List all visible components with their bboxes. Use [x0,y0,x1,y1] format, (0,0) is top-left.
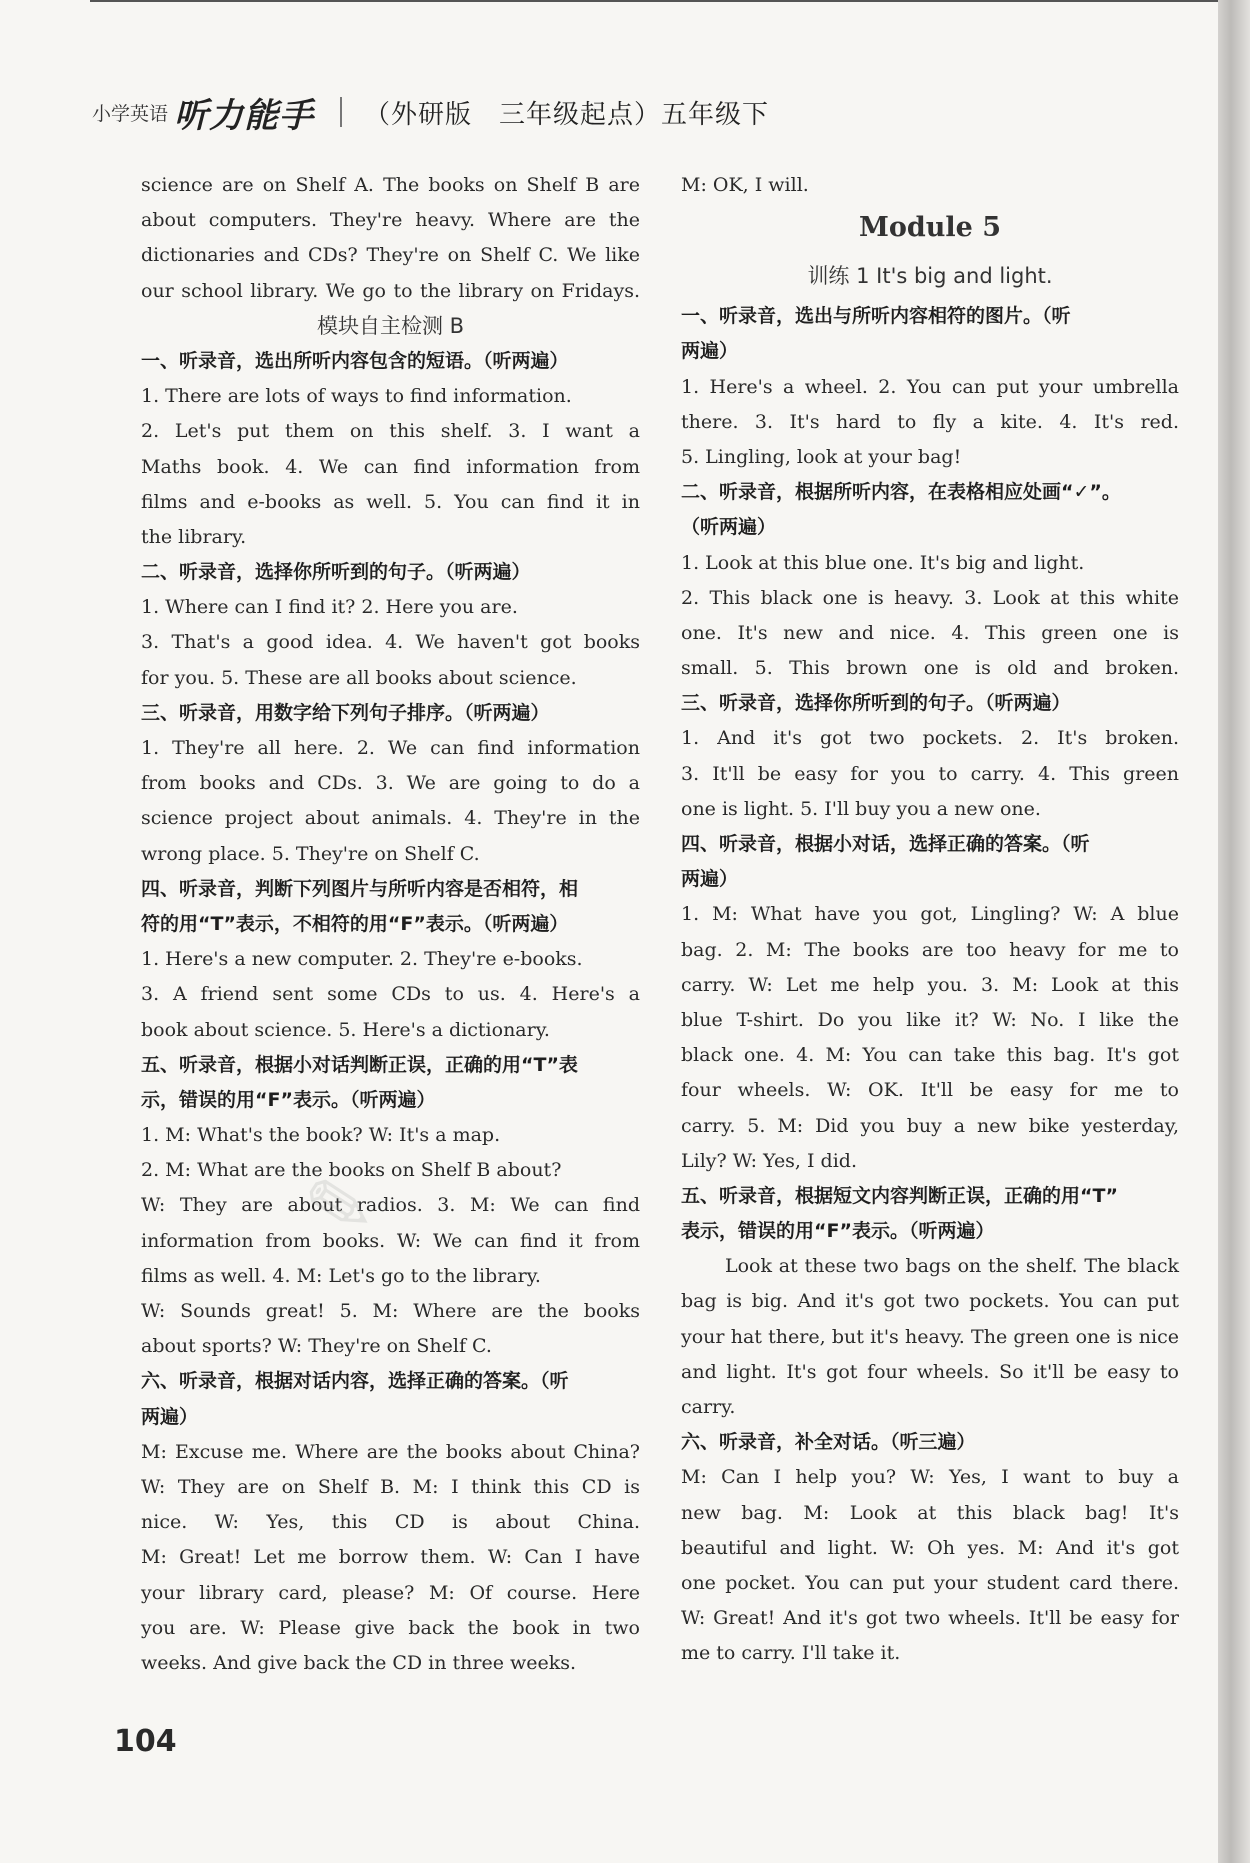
text-line: carry. 5. M: Did you buy a new bike yesterday, [681,1114,1179,1137]
question-heading: 三、听录音，用数字给下列句子排序。（听两遍） [141,701,550,724]
question-heading: （听两遍） [681,516,777,539]
text-line: 1. Here's a new computer. 2. They're e-books. [141,948,583,971]
text-line: beautiful and light. W: Oh yes. M: And it's got [681,1536,1179,1559]
text-line: one is light. 5. I'll buy you a new one. [681,797,1041,820]
text-line: one pocket. You can put your student card there. [681,1571,1179,1594]
right-column [681,168,1179,1672]
text-line: 1. Look at this blue one. It's big and light. [681,551,1085,574]
question-heading: 五、听录音，根据小对话判断正误，正确的用“T”表 [141,1053,578,1076]
text-line: and light. It's got four wheels. So it'll be easy to [681,1360,1179,1383]
series-logo-title: 听力能手 [174,95,315,136]
text-line: Maths book. 4. We can find information from [141,455,640,478]
text-line: nice. W: Yes, this CD is about China. [141,1511,640,1534]
text-line: one. It's new and nice. 4. This green one is [681,621,1179,644]
text-line: for you. 5. These are all books about science. [141,666,577,689]
module-title: Module 5 [858,212,1002,244]
text-line: about sports? W: They're on Shelf C. [141,1335,492,1358]
question-heading: 一、听录音，选出与所听内容相符的图片。（听 [681,305,1071,328]
text-line: dictionaries and CDs? They're on Shelf C. We like [141,244,640,267]
text-line: 1. Here's a wheel. 2. You can put your umbrella [681,375,1179,398]
header-divider [340,97,342,127]
text-line: carry. [681,1396,736,1418]
text-line: black one. 4. M: You can take this bag. It's got [681,1044,1179,1067]
text-line: 1. M: What's the book? W: It's a map. [141,1124,501,1147]
text-line: new bag. M: Look at this black bag! It's [681,1501,1179,1524]
left-column [141,168,640,1681]
text-line: four wheels. W: OK. It'll be easy for me to [681,1079,1179,1102]
text-line: W: They are about radios. 3. M: We can find [141,1194,640,1217]
text-line: science are on Shelf A. The books on Shelf B are [141,174,640,196]
text-line: your hat there, but it's heavy. The green one is nice [681,1325,1179,1348]
text-line: your library card, please? M: Of course. Here [141,1581,640,1604]
text-line: W: Sounds great! 5. M: Where are the books [141,1300,640,1322]
text-line: 3. It'll be easy for you to carry. 4. This green [681,762,1179,785]
question-heading: 三、听录音，选择你所听到的句子。（听两遍） [681,692,1071,715]
question-heading: 二、听录音，选择你所听到的句子。（听两遍） [141,561,531,584]
text-line: book about science. 5. Here's a dictionary. [141,1018,550,1041]
text-line: information from books. W: We can find it from [141,1229,640,1252]
text-line: Lily? W: Yes, I did. [681,1149,858,1172]
running-header [92,86,769,138]
text-line: blue T-shirt. Do you like it? W: No. I like the [681,1008,1179,1031]
question-heading: 一、听录音，选出所听内容包含的短语。（听两遍） [141,349,569,372]
text-line: W: They are on Shelf B. M: I think this CD is [141,1475,640,1498]
text-line: 2. M: What are the books on Shelf B about? [141,1159,562,1182]
question-heading: 四、听录音，根据小对话，选择正确的答案。（听 [681,833,1090,855]
text-line: 3. That's a good idea. 4. We haven't got books [141,631,640,654]
page-number: 104 [114,1724,177,1759]
text-line: M: Great! Let me borrow them. W: Can I have [141,1546,640,1569]
text-line: about computers. They're heavy. Where are the [141,209,640,232]
question-heading: 六、听录音，补全对话。（听三遍） [681,1431,976,1454]
text-line: 1. There are lots of ways to find information. [141,385,572,408]
text-line: M: Can I help you? W: Yes, I want to buy a [681,1466,1179,1489]
question-heading: 四、听录音，判断下列图片与所听内容是否相符，相 [141,877,579,900]
text-line: 5. Lingling, look at your bag! [681,445,962,468]
text-line: 2. Let's put them on this shelf. 3. I want a [141,420,640,443]
question-heading: 二、听录音，根据所听内容，在表格相应处画“✓”。 [681,481,1121,504]
watermark-stamp: ✎ [296,1154,382,1260]
series-small-title: 小学英语 [92,102,169,125]
text-line: you are. W: Please give back the book in two [141,1616,640,1639]
question-heading: 两遍） [681,340,739,363]
question-heading: 两遍） [141,1405,199,1428]
text-line: 1. They're all here. 2. We can find information [141,737,640,759]
page-edge-shadow [1218,0,1250,1863]
text-line: weeks. And give back the CD in three weeks. [141,1651,577,1674]
text-line: there. 3. It's hard to fly a kite. 4. It's red. [681,410,1179,433]
text-line: M: OK, I will. [681,174,809,196]
text-line: wrong place. 5. They're on Shelf C. [141,842,480,865]
lesson-title: 训练 1 It's big and light. [807,264,1053,289]
question-heading: 示，错误的用“F”表示。（听两遍） [141,1088,436,1111]
text-line: bag. 2. M: The books are too heavy for me to [681,938,1179,961]
text-line: Look at these two bags on the shelf. The black [725,1255,1179,1278]
text-line: carry. W: Let me help you. 3. M: Look at this [681,973,1179,996]
question-heading: 六、听录音，根据对话内容，选择正确的答案。（听 [141,1370,569,1393]
text-line: from books and CDs. 3. We are going to do a [141,772,640,795]
text-line: 1. M: What have you got, Lingling? W: A blue [681,903,1179,926]
section-title: 模块自主检测 B [316,313,465,338]
text-line: me to carry. I'll take it. [681,1642,901,1665]
top-rule [90,0,1218,2]
text-line: small. 5. This brown one is old and broken. [681,657,1179,680]
text-line: 2. This black one is heavy. 3. Look at this white [681,586,1179,609]
text-line: our school library. We go to the library on Fridays. [141,279,640,302]
text-line: the library. [141,525,247,548]
text-line: science project about animals. 4. They're in the [141,807,640,830]
question-heading: 两遍） [681,868,739,891]
text-line: films and e-books as well. 5. You can find it in [141,490,640,513]
text-line: bag is big. And it's got two pockets. You can put [681,1290,1179,1313]
text-line: 1. Where can I find it? 2. Here you are. [141,596,518,619]
book-edition-title: （外研版 三年级起点）五年级下 [364,99,770,130]
text-line: M: Excuse me. Where are the books about China? [141,1440,640,1463]
question-heading: 符的用“T”表示，不相符的用“F”表示。（听两遍） [141,912,569,935]
question-heading: 五、听录音，根据短文内容判断正误，正确的用“T” [681,1184,1118,1207]
text-line: W: Great! And it's got two wheels. It'll be easy for [681,1607,1179,1630]
question-heading: 表示，错误的用“F”表示。（听两遍） [681,1220,995,1243]
text-line: 1. And it's got two pockets. 2. It's broken. [681,727,1179,750]
text-line: films as well. 4. M: Let's go to the library. [141,1264,541,1287]
text-line: 3. A friend sent some CDs to us. 4. Here's a [141,983,640,1006]
